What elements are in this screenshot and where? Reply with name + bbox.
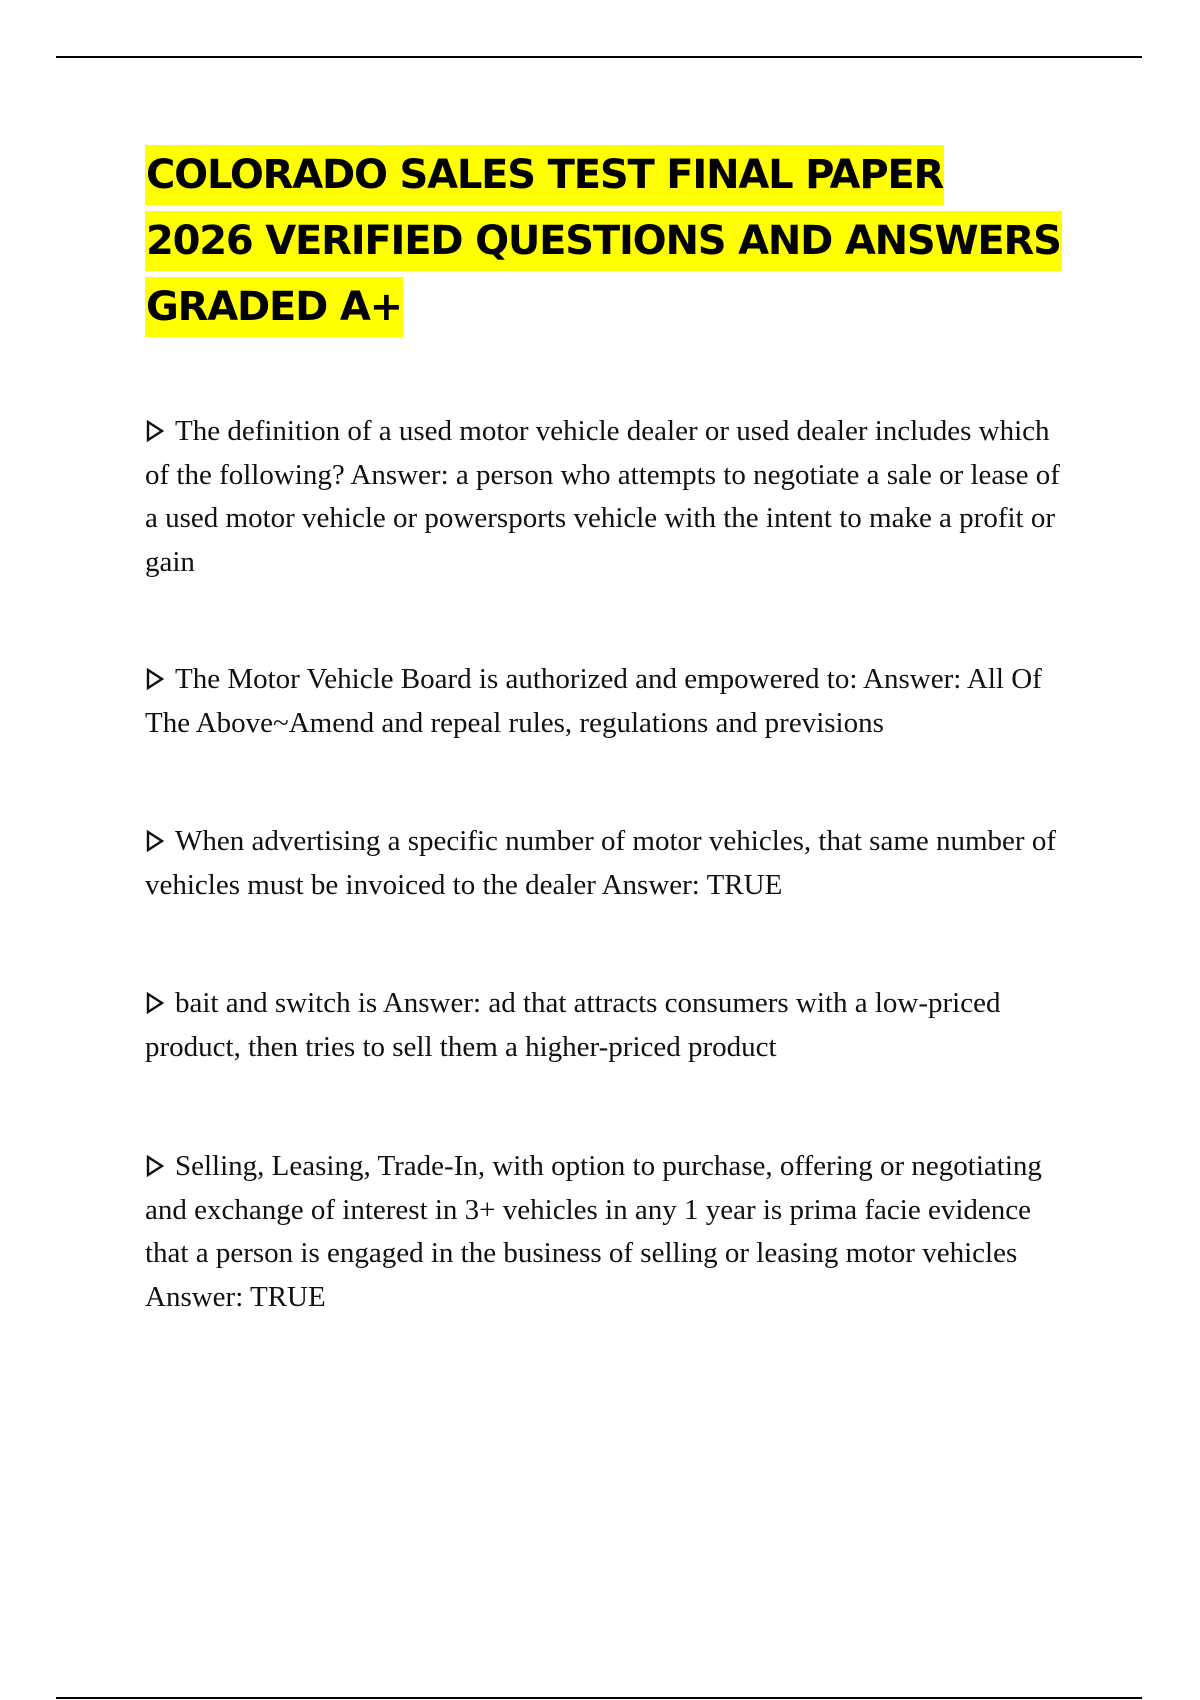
document-title (145, 143, 1105, 341)
bottom-divider (56, 1697, 1142, 1699)
qa-item-text: bait and switch is Answer: ad that attracts consumers with a low-priced product, then tries to sell them a higher-priced product (145, 987, 1001, 1063)
title-line-3: GRADED A+ (145, 277, 403, 337)
qa-item-text: The Motor Vehicle Board is authorized and empowered to: Answer: All Of The Above~Amend and repeal rules, regulations and previsions (145, 663, 1042, 739)
qa-item-3 (145, 820, 1075, 907)
triangle-bullet-icon (145, 668, 165, 690)
top-divider (56, 56, 1142, 58)
qa-item-text: Selling, Leasing, Trade-In, with option to purchase, offering or negotiating and exchange of interest in 3+ vehicles in any 1 year is prima facie evidence that a person is engaged in the business of selling or leasing motor vehicles Answer: TRUE (145, 1150, 1042, 1313)
triangle-bullet-icon (145, 830, 165, 852)
title-line-1: COLORADO SALES TEST FINAL PAPER (145, 145, 944, 205)
qa-item-text: When advertising a specific number of motor vehicles, that same number of vehicles must be invoiced to the dealer Answer: TRUE (145, 825, 1056, 901)
triangle-bullet-icon (145, 420, 165, 442)
triangle-bullet-icon (145, 992, 165, 1014)
triangle-bullet-icon (145, 1155, 165, 1177)
title-line-2: 2026 VERIFIED QUESTIONS AND ANSWERS (145, 211, 1062, 271)
qa-item-4 (145, 982, 1075, 1069)
qa-item-1 (145, 410, 1075, 584)
qa-item-text: The definition of a used motor vehicle dealer or used dealer includes which of the following? Answer: a person who attempts to negotiate a sale or lease of a used motor vehicle or powersports vehicle with the intent to make a profit or gain (145, 415, 1060, 578)
qa-item-2 (145, 658, 1075, 745)
qa-item-5 (145, 1145, 1075, 1319)
